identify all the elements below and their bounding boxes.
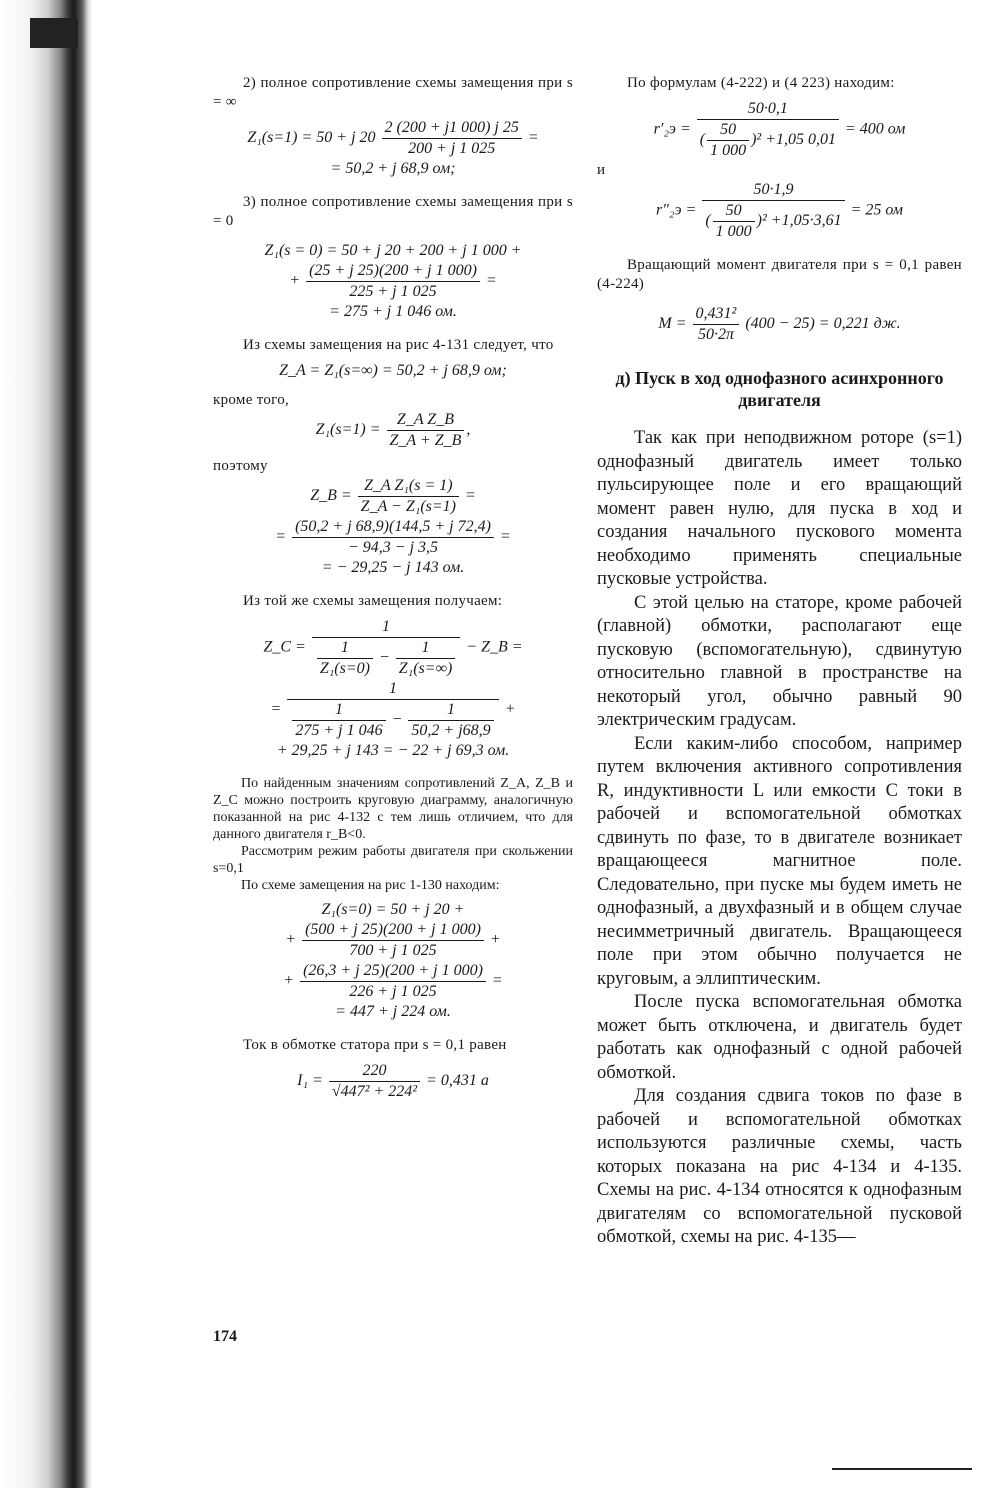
section-heading: д) Пуск в ход однофазного асинхронного двигателя [615, 368, 944, 410]
footer-rule [832, 1468, 972, 1470]
paragraph: 2) полное сопротивление схемы замещения при s = ∞ [213, 75, 573, 110]
paragraph: Так как при неподвижном роторе (s=1) однофазный двигатель имеет только пульсирующее поле и его вращающий момент равен нулю, для пуска в ход и создания начального пускового момента необходимо применять специальные пусковые устройства. [597, 428, 962, 589]
left-column [213, 74, 573, 1102]
paragraph: поэтому [213, 458, 268, 474]
equation: M = $\frac{\text{0,431²}}{50\cdot 2\pi}$ (400 − 25) = 0,221 дж. [658, 305, 901, 343]
paragraph: Вращающий момент двигателя при s = 0,1 равен (4-224) [597, 257, 962, 292]
book-spine-shadow [0, 0, 92, 1488]
paragraph: Рассмотрим режим работы двигателя при скольжении s=0,1 [213, 844, 573, 876]
equation: Z₁(s = 0) = 50 + j 20 + 200 + j 1 000 + + $\frac{(25 + j 25)(200 + j 1 000)}{225 + j 1 025}$ = = 275 + j 1 046 ом. [264, 242, 522, 320]
equation: r″₂э = 50·1,9 ( $\frac{50}{1 000}$ )² +1,05·3,61 = 25 ом [656, 181, 903, 240]
paragraph: Из той же схемы замещения получаем: [243, 593, 503, 609]
equation: r′₂э = 50·0,1 ( $\frac{50}{1 000}$ )² +1,05 0,01 = 400 ом [653, 100, 906, 159]
paragraph: С этой целью на статоре, кроме рабочей (главной) обмотки, располагают еще пусковую (вспомогательную), сдвинутую относительно главной в пространстве на некоторый угол, обычно равный 90 электрическим градусам. [597, 592, 962, 730]
page-number: 174 [213, 1328, 237, 1345]
paragraph: Из схемы замещения на рис 4-131 следует, что [243, 337, 554, 353]
equation: Z₁(s=1) = $\frac{\text{Z\_A Z\_B}}{Z\_A + Z\_B}$ , [315, 411, 471, 449]
paragraph: Если каким-либо способом, например путем включения активного сопротивления R, индуктивности L или емкости C токи в рабочей и вспомогательной обмотках сдвинуть по фазе, то в двигателе возникает вращающееся магнитное поле. Следовательно, при пуске мы будем иметь не однофазный, а двухфазный и в общем случае несимметричный двигатель. Вращающееся поле при этом обычно получается не круговым, а эллиптическим. [597, 733, 962, 989]
equation: Z_B = $\frac{\text{Z\_A Z₁(s = 1)}}{\text{Z\_A − Z₁(s=1)}}$ = = $\frac{(50,2 + j 68,9)(144,5 + j 72,4)}{- 94,3 - j 3,5}$ = = − 29,25 − j 143 ом. [275, 477, 511, 576]
equation: Z₁(s=0) = 50 + j 20 + + $\frac{(500 + j 25)(200 + j 1 000)}{700 + j 1 025}$ + + $\frac{(26,3 + j 25)(200 + j 1 000)}{226 + j 1 025}$ = = 447 + j 224 ом. [283, 901, 503, 1020]
equation: Z_A = Z₁(s=∞) = 50,2 + j 68,9 ом; [279, 362, 507, 379]
equation: Z₁(s=1) = 50 + j 20 $\frac{2 (200 + j1 000) j 25}{200 + j 1 025}$ = = 50,2 + j 68,9 ом; [247, 119, 539, 177]
paragraph: Ток в обмотке статора при s = 0,1 равен [243, 1037, 507, 1053]
equation: Z_C = 1 $\frac{1}{\text{Z₁(s=0)}}$ − $\frac{1}{\text{Z₁(s=∞)}}$ − Z_B = = 1 $\frac{1}{275 + j 1 046}$ − $\frac{1}{50,2 + j68,9}$ + + 29,25 + j 143 = − 22 + j 69,3 ом. [263, 618, 523, 759]
scan-edge-mark [30, 18, 78, 48]
paragraph: По формулам (4-222) и (4 223) находим: [627, 75, 895, 91]
paragraph: кроме того, [213, 392, 290, 408]
paragraph: 3) полное сопротивление схемы замещения при s = 0 [213, 194, 573, 229]
paragraph: После пуска вспомогательная обмотка может быть отключена, и двигатель будет работать как однофазный с одной рабочей обмоткой. [597, 992, 962, 1083]
paragraph: По найденным значениям сопротивлений Z_A, Z_B и Z_C можно построить круговую диаграмму, аналогичную показанной на рис 4-132 с тем лишь отличием, что для данного двигателя r_B<0. [213, 776, 573, 842]
paragraph: Для создания сдвига токов по фазе в рабочей и вспомогательной обмотках используются различные схемы, часть которых показана на рис 4-134 и 4-135. Схемы на рис. 4-134 относятся к однофазным двигателям со вспомогательной пусковой обмоткой, схемы на рис. 4-135— [597, 1086, 962, 1247]
right-column [597, 74, 962, 1250]
conjunction: и [597, 162, 606, 178]
paragraph: По схеме замещения на рис 1-130 находим: [241, 878, 500, 893]
equation: I₁ = $\frac{220}{\text{√447² + 224²}}$ = 0,431 а [297, 1062, 489, 1100]
